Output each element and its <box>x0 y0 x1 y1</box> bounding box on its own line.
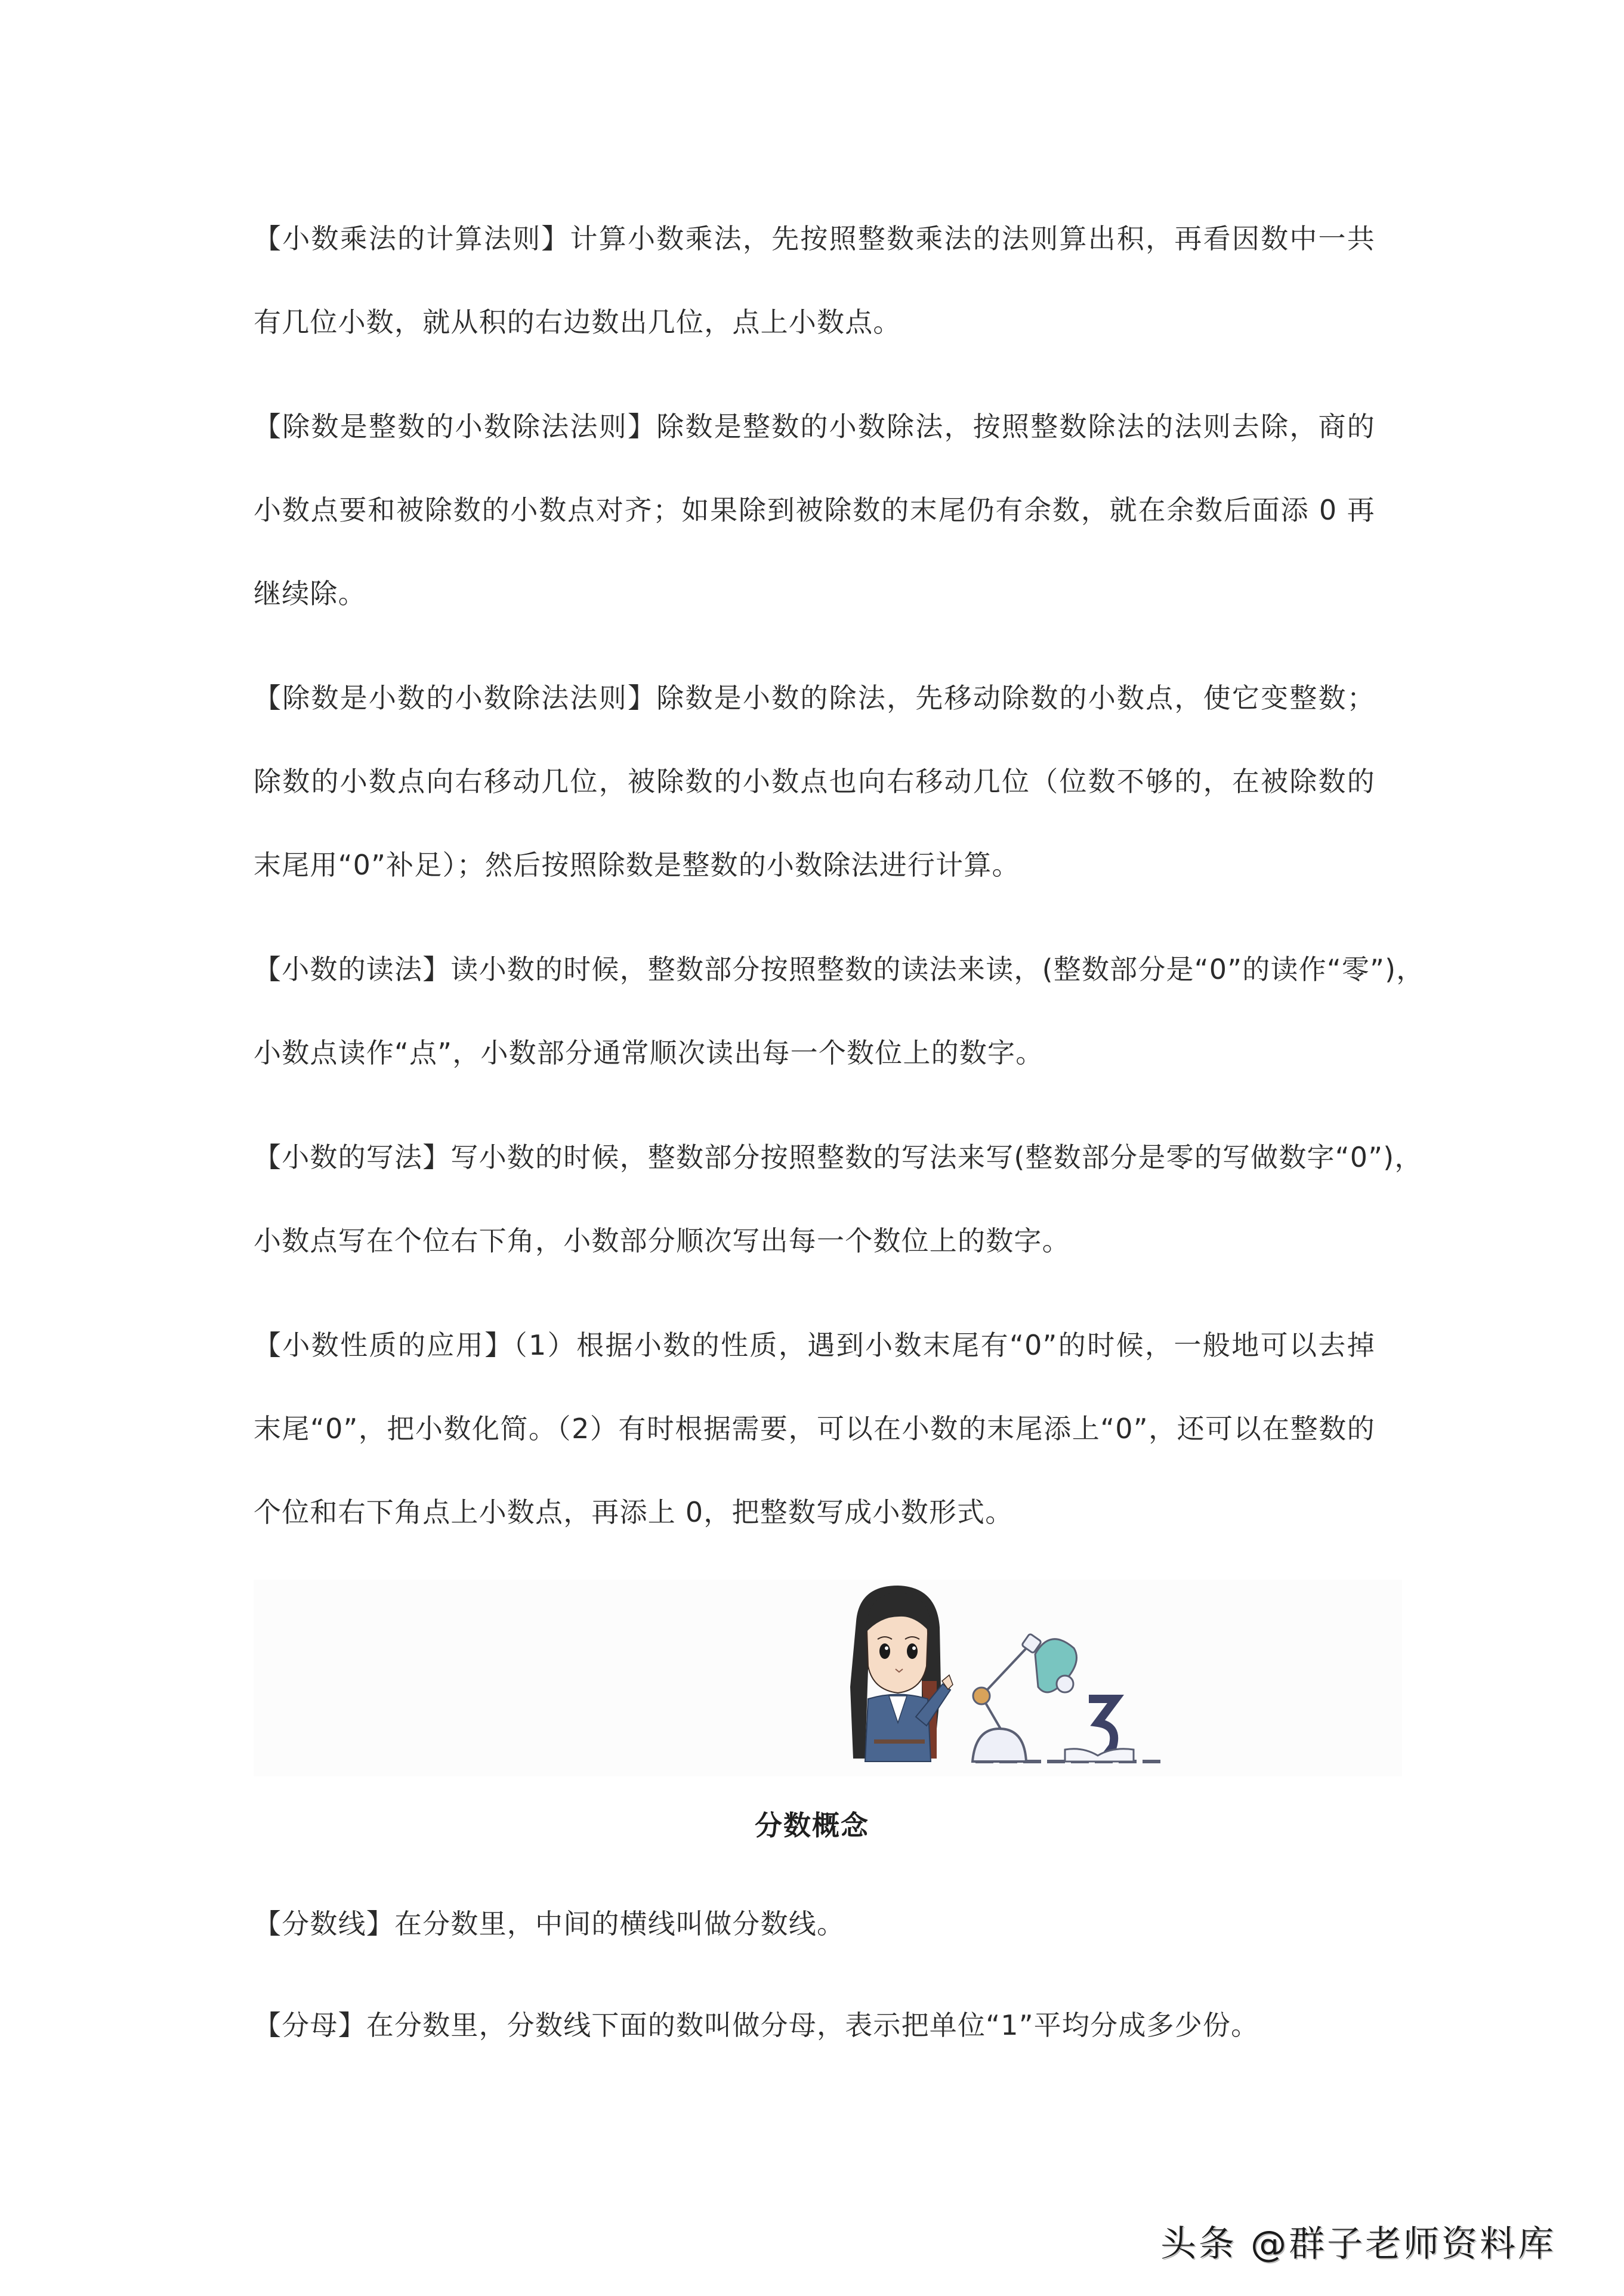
teacher-lamp-illustration-icon <box>832 1580 1178 1776</box>
illustration-background <box>254 1580 1402 1776</box>
rule-integer-divisor-line-3: 继续除。 <box>254 577 366 610</box>
rule-decimal-divisor-line-1: 【除数是小数的小数除法法则】除数是小数的除法，先移动除数的小数点，使它变整数； <box>254 682 1375 714</box>
rule-writing-decimals-line-2: 小数点写在个位右下角，小数部分顺次写出每一个数位上的数字。 <box>254 1225 1070 1257</box>
rule-reading-decimals-line-1: 【小数的读法】读小数的时候，整数部分按照整数的读法来读，(整数部分是“0”的读作“零”)， <box>254 953 1425 985</box>
rule-decimal-property-line-3: 个位和右下角点上小数点，再添上 0，把整数写成小数形式。 <box>254 1496 1014 1528</box>
rule-decimal-property-line-2: 末尾“0”，把小数化简。（2）有时根据需要，可以在小数的末尾添上“0”，还可以在整数的 <box>254 1413 1375 1445</box>
source-watermark: 头条 @群子老师资料库 <box>1160 2223 1557 2265</box>
rule-decimal-divisor-line-3: 末尾用“0”补足）；然后按照除数是整数的小数除法进行计算。 <box>254 849 1020 881</box>
rule-reading-decimals-line-2: 小数点读作“点”，小数部分通常顺次读出每一个数位上的数字。 <box>254 1037 1044 1069</box>
rule-integer-divisor-line-1: 【除数是整数的小数除法法则】除数是整数的小数除法，按照整数除法的法则去除，商的 <box>254 410 1375 443</box>
rule-decimal-multiplication-line-2: 有几位小数，就从积的右边数出几位，点上小数点。 <box>254 306 901 338</box>
rule-denominator: 【分母】在分数里，分数线下面的数叫做分母，表示把单位“1”平均分成多少份。 <box>254 2009 1259 2041</box>
rule-decimal-property-line-1: 【小数性质的应用】（1）根据小数的性质，遇到小数末尾有“0”的时候，一般地可以去掉 <box>254 1329 1375 1361</box>
section-heading-fraction-concepts: 分数概念 <box>755 1809 869 1841</box>
rule-integer-divisor-line-2: 小数点要和被除数的小数点对齐；如果除到被除数的末尾仍有余数，就在余数后面添 0 再 <box>254 494 1375 526</box>
rule-decimal-divisor-line-2: 除数的小数点向右移动几位，被除数的小数点也向右移动几位（位数不够的，在被除数的 <box>254 765 1375 798</box>
rule-fraction-line: 【分数线】在分数里，中间的横线叫做分数线。 <box>254 1908 845 1940</box>
rule-writing-decimals-line-1: 【小数的写法】写小数的时候，整数部分按照整数的写法来写(整数部分是零的写做数字“0”)， <box>254 1141 1423 1173</box>
rule-decimal-multiplication-line-1: 【小数乘法的计算法则】计算小数乘法，先按照整数乘法的法则算出积，再看因数中一共 <box>254 223 1375 255</box>
